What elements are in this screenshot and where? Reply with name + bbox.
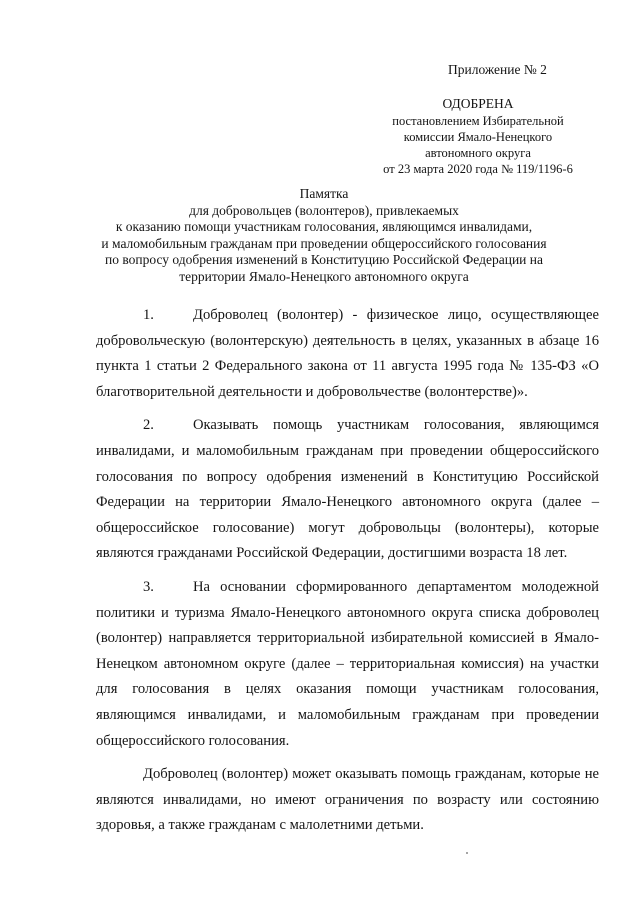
title-line: по вопросу одобрения изменений в Конституцию Российской Федерации на [105,252,543,267]
paragraph-2 [96,413,599,567]
paragraph-4 [96,762,599,839]
paragraph-1 [96,303,599,405]
title-line: для добровольцев (волонтеров), привлекаемых [189,202,459,218]
approval-block [378,96,578,177]
title-line: Памятка [299,186,349,201]
paragraph-number: 2. [143,417,154,434]
paragraph-text: Оказывать помощь участникам голосования, являющимся инвалидами, и маломобильным гражданам при проведении общероссийского голосования по вопросу одобрения изменений в Конституцию Российской Федерации на территории Ямало-Ненецкого автономного округа (далее – общероссийское голосование) могут добровольцы (волонтеры), которые являются гражданами Российской Федерации, достигшими возраста 18 лет. [96,417,599,562]
paragraph-text: Доброволец (волонтер) - физическое лицо, осуществляющее добровольческую (волонтерскую) деятельность в целях, указанных в абзаце 16 пункта 1 статьи 2 Федерального закона от 11 августа 1995 года № 135-ФЗ «О благотворительной деятельности и добровольчестве (волонтерстве)». [96,307,599,400]
document-body [96,303,599,847]
title-line: и маломобильным гражданам при проведении общероссийского голосования [101,235,547,251]
paragraph-text: Доброволец (волонтер) может оказывать помощь гражданам, которые не являются инвалидами, но имеют ограничения по возрасту или состоянию здоровья, а также гражданам с малолетними детьми. [96,766,599,834]
approval-line: постановлением Избирательной [392,114,564,128]
title-line: территории Ямало-Ненецкого автономного округа [179,268,469,284]
approval-line: от 23 марта 2020 года № 119/1196-6 [383,162,573,176]
scan-speck [466,852,468,854]
document-title [84,186,564,285]
paragraph-number: 1. [143,307,154,323]
paragraph-number: 3. [143,578,154,595]
paragraph-text: На основании сформированного департаментом молодежной политики и туризма Ямало-Ненецкого автономного округа списка доброволец (волонтер) направляется территориальной избирательной комиссией в Ямало-Ненецком автономном округе (далее – территориальная комиссия) на участки для голосования в целях оказания помощи участникам голосования, являющимся инвалидами, и маломобильным гражданам при проведении общероссийского голосования. [96,578,599,749]
title-line: к оказанию помощи участникам голосования, являющимся инвалидами, [115,219,533,234]
approval-line: автономного округа [425,146,531,160]
annex-label: Приложение № 2 [448,62,547,77]
approval-line: комиссии Ямало-Ненецкого [403,130,553,144]
paragraph-3 [96,575,599,754]
approval-heading: ОДОБРЕНА [442,96,514,111]
